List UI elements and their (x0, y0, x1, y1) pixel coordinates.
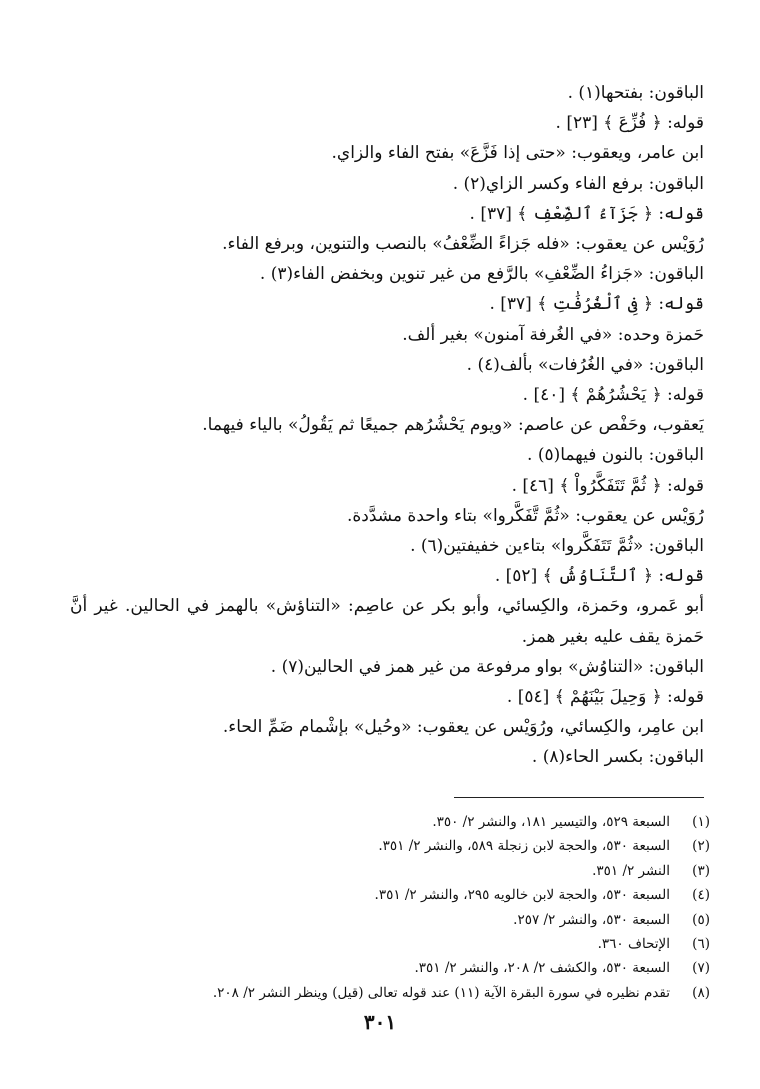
footnote-number: (٤) (692, 887, 710, 904)
footnote-text: السبعة ٥٣٠، والنشر ٢/ ٢٥٧. (513, 911, 670, 928)
text-line: الباقون: بالنون فيهما(٥) . (527, 445, 704, 466)
footnote (120, 883, 710, 907)
text-line: ابن عامر، ويعقوب: «حتى إذا فَزَّعَ» بفتح الفاء والزاي. (331, 143, 704, 164)
footnote (120, 859, 710, 883)
page-number: ٣٠١ (363, 1010, 397, 1034)
wrapped-paragraph: أبو عَمرو، وحَمزة، والكِسائي، وأبو بكر عن عاصِم: «التناؤش» بالهمز في الحالين. غير أنَّ حَمزة يقف عليه بغير همز. (70, 596, 704, 647)
footnote-text: السبعة ٥٣٠، والحجة لابن زنجلة ٥٨٩، والنشر ٢/ ٣٥١. (378, 838, 670, 855)
text-line: الباقون: «ثُمَّ تَتَفَكَّروا» بتاءين خفيفتين(٦) . (410, 536, 704, 557)
text-line: الباقون: بفتحها(١) . (567, 83, 704, 103)
text-line: رُوَيْس عن يعقوب: «ثُمَّ تَّفَكَّروا» بتاء واحدة مشدَّدة. (346, 505, 704, 526)
text-line: قوله: ﴿ ٱلتَّنَاوُشُ ﴾ [٥٢] . (494, 566, 704, 587)
footnote-text: الإتحاف ٣٦٠. (597, 936, 670, 953)
footnote-text: السبعة ٥٢٩، والتيسير ١٨١، والنشر ٢/ ٣٥٠. (432, 814, 670, 830)
footnote-text: النشر ٢/ ٣٥١. (592, 862, 670, 879)
footnote (120, 956, 710, 980)
footnote-number: (٢) (692, 838, 710, 855)
text-line: قوله: ﴿ يَحْشُرُهُمْ ﴾ [٤٠] . (522, 385, 704, 406)
text-line: الباقون: «في الغُرُفات» بألف(٤) . (466, 354, 704, 375)
text-line: الباقون: بكسر الحاء(٨) . (531, 747, 704, 768)
footnote-text: السبعة ٥٣٠، والكشف ٢/ ٢٠٨، والنشر ٢/ ٣٥١. (414, 960, 670, 977)
footnote-number: (٣) (692, 862, 710, 879)
footnote-separator (454, 797, 704, 798)
footnote-number: (١) (692, 814, 710, 830)
main-text (70, 78, 704, 773)
footnote (120, 810, 710, 834)
text-line: قوله: ﴿ فُزِّعَ ﴾ [٢٣] . (555, 113, 704, 134)
footnote (120, 908, 710, 932)
text-line: قوله: ﴿ جَزَآءُ ٱلضِّعْفِ ﴾ [٣٧] . (469, 203, 704, 224)
footnote-text: تقدم نظيره في سورة البقرة الآية (١١) عند قوله تعالى (قيل) وينظر النشر ٢/ ٢٠٨. (212, 984, 670, 1001)
text-line: الباقون: برفع الفاء وكسر الزاي(٢) . (452, 173, 704, 194)
text-line: الباقون: «التناوُش» بواو مرفوعة من غير همز في الحالين(٧) . (270, 656, 704, 677)
footnotes (120, 810, 710, 1005)
footnote-number: (٧) (692, 960, 710, 977)
footnote-number: (٥) (692, 911, 710, 928)
text-line: الباقون: «جَزاءُ الضِّعْفِ» بالرَّفع من غير تنوين وبخفض الفاء(٣) . (259, 264, 704, 285)
footnote (120, 981, 710, 1005)
text-line: حَمزة وحده: «في الغُرفة آمنون» بغير ألف. (402, 324, 704, 345)
footnote (120, 834, 710, 858)
footnote (120, 932, 710, 956)
text-line: يَعقوب، وحَفْص عن عاصم: «ويوم يَحْشُرُهم جميعًا ثم يَقُولُ» بالياء فيهما. (202, 415, 704, 436)
footnote-number: (٨) (692, 984, 710, 1001)
footnote-text: السبعة ٥٣٠، والحجة لابن خالويه ٢٩٥، والنشر ٢/ ٣٥١. (374, 887, 670, 904)
text-line: قوله: ﴿ فِى ٱلْغُرُفَٰتِ ﴾ [٣٧] . (489, 294, 704, 315)
text-line: قوله: ﴿ وَحِيلَ بَيْنَهُمْ ﴾ [٥٤] . (506, 687, 704, 708)
text-line: رُوَيْس عن يعقوب: «فله جَزاءً الضِّعْفُ» بالنصب والتنوين، وبرفع الفاء. (222, 234, 704, 255)
footnote-number: (٦) (692, 936, 710, 953)
text-line: قوله: ﴿ ثُمَّ تَتَفَكَّرُواْ ﴾ [٤٦] . (511, 475, 704, 496)
text-line: ابن عامِر، والكِسائي، ورُوَيْس عن يعقوب: «وحُيل» بإشْمام ضَمِّ الحاء. (222, 717, 704, 738)
